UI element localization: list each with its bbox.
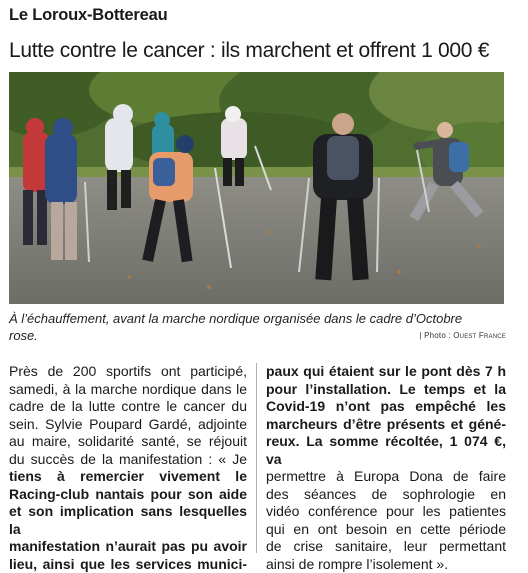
location-kicker: Le Loroux-Bottereau [9, 6, 167, 25]
photo-credit [419, 331, 506, 340]
caption-line: rose. [9, 327, 509, 344]
body-line: et son implication sans lesquelles la [9, 503, 247, 538]
article-headline: Lutte contre le cancer : ils marchent et offrent 1 000 € [9, 39, 489, 63]
body-line: cadre de la lutte contre le cancer du [9, 398, 247, 416]
article-column-left [9, 363, 247, 573]
body-line: ainsi de rompre l’isolement ». [266, 556, 506, 573]
body-line: vidéo conférence pour les patientes [266, 503, 506, 521]
body-line: sein. Sylvie Poupard Gardé, adjointe [9, 416, 247, 434]
body-line: Covid-19 n’ont pas empêché les [266, 398, 506, 416]
body-line: marcheurs d’être présents et géné- [266, 416, 506, 434]
body-line: des séances de sophrologie en [266, 486, 506, 504]
credit-source: Ouest France [453, 331, 506, 340]
credit-prefix: | Photo : [419, 331, 453, 340]
body-line: Près de 200 sportifs ont participé, [9, 363, 247, 381]
body-line: de crise sanitaire, leur permettant [266, 538, 506, 556]
body-line: du succès de la manifestation : « Je [9, 451, 247, 469]
nordic-walkers-photo [9, 72, 504, 304]
body-line: Racing-club nantais pour son aide [9, 486, 247, 504]
article-column-right [266, 363, 506, 573]
caption-line: À l’échauffement, avant la marche nordique organisée dans le cadre d’Octobre [9, 310, 509, 327]
body-line: tiens à remercier vivement le [9, 468, 247, 486]
body-line: paux qui étaient sur le pont dès 7 h [266, 363, 506, 381]
body-line: manifestation n’aurait pas pu avoir [9, 538, 247, 556]
body-line: reux. La somme récoltée, 1 074 €, va [266, 433, 506, 468]
column-divider [256, 363, 257, 553]
body-line: pour l’installation. Le temps et la [266, 381, 506, 399]
body-line: lieu, ainsi que les services munici- [9, 556, 247, 573]
body-line: qui en ont besoin en cette période [266, 521, 506, 539]
article-photo [9, 72, 504, 304]
body-line: permettre à Europa Dona de faire [266, 468, 506, 486]
body-line: samedi, à la marche nordique dans le [9, 381, 247, 399]
body-line: au maire, solidarité santé, se réjouit [9, 433, 247, 451]
